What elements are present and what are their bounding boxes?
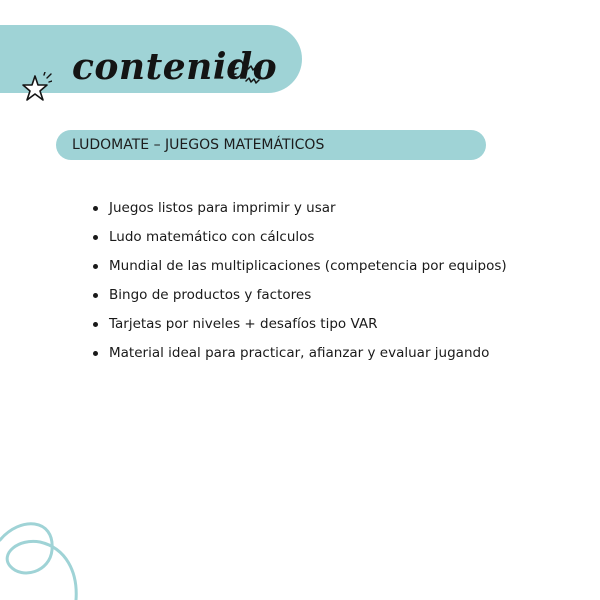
content-list	[93, 194, 507, 368]
list-item-text: Juegos listos para imprimir y usar	[109, 200, 336, 216]
bullet-icon	[93, 235, 98, 240]
list-item	[93, 194, 507, 223]
bullet-icon	[93, 293, 98, 298]
list-item-text: Mundial de las multiplicaciones (competencia por equipos)	[109, 258, 507, 274]
section-title: LUDOMATE – JUEGOS MATEMÁTICOS	[72, 137, 325, 153]
list-item-text: Ludo matemático con cálculos	[109, 229, 315, 245]
list-item-text: Bingo de productos y factores	[109, 287, 312, 303]
list-item-text: Material ideal para practicar, afianzar y evaluar jugando	[109, 345, 490, 361]
list-item	[93, 252, 507, 281]
list-item	[93, 339, 507, 368]
sparkle-icon	[226, 61, 266, 95]
list-item-text: Tarjetas por niveles + desafíos tipo VAR	[109, 316, 378, 332]
star-icon	[18, 72, 52, 106]
bullet-icon	[93, 322, 98, 327]
bullet-icon	[93, 206, 98, 211]
swirl-decoration	[0, 510, 110, 600]
page-title: contenido	[72, 46, 278, 88]
list-item	[93, 310, 507, 339]
bullet-icon	[93, 351, 98, 356]
section-header	[56, 130, 486, 160]
list-item	[93, 281, 507, 310]
list-item	[93, 223, 507, 252]
bullet-icon	[93, 264, 98, 269]
